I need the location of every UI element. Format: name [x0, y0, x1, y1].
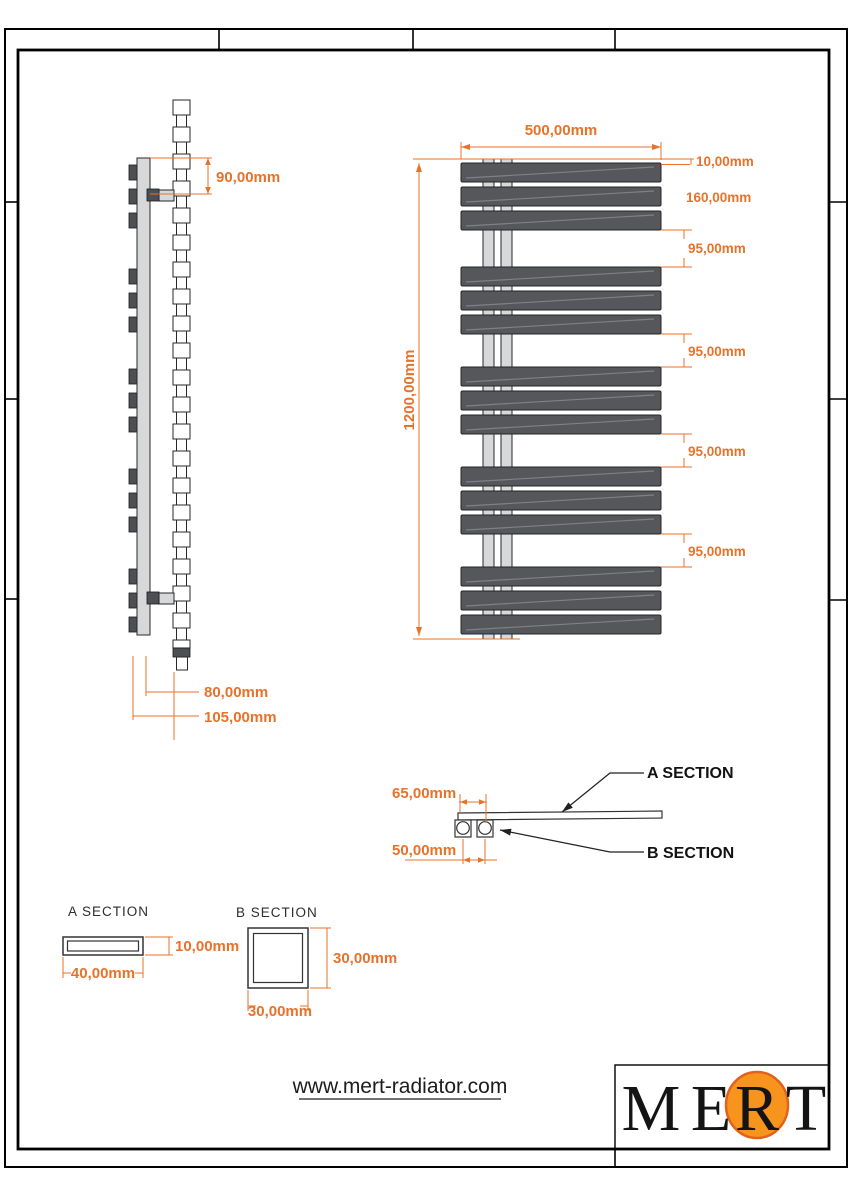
detail-b-inner — [254, 934, 303, 983]
dim-b-height — [310, 928, 397, 988]
side-collector-rail — [137, 158, 150, 635]
dim-a-width-label: 40,00mm — [70, 965, 136, 982]
detail-a — [63, 904, 239, 982]
dim-10-label: 10,00mm — [696, 154, 754, 169]
tube-joint — [177, 628, 187, 640]
wall-bracket-bottom — [147, 592, 174, 604]
section-tube-2 — [477, 820, 493, 837]
a-section-callout — [562, 765, 734, 812]
tube-joint — [177, 412, 187, 424]
tube-segment — [173, 127, 190, 142]
dim-160-label: 160,00mm — [686, 190, 752, 205]
dim-depths — [133, 656, 277, 740]
dim-80-label: 80,00mm — [204, 684, 269, 701]
tube-joint — [177, 169, 187, 181]
side-view — [129, 100, 280, 740]
tube-segment — [173, 640, 190, 648]
dim-65-label: 65,00mm — [392, 785, 457, 802]
tube-segment — [173, 397, 190, 412]
tube-joint — [177, 547, 187, 559]
a-section-callout-label: A SECTION — [647, 765, 734, 782]
dim-b-height-label: 30,00mm — [333, 950, 398, 967]
tube-segment — [173, 586, 190, 601]
tube-segment — [173, 316, 190, 331]
detail-a-title: A SECTION — [68, 904, 150, 919]
tube-segment — [173, 424, 190, 439]
dim-a-height-label: 10,00mm — [175, 938, 240, 955]
tube-joint — [177, 304, 187, 316]
tube-joint — [177, 385, 187, 397]
front-view — [401, 122, 754, 639]
tube-joint — [177, 493, 187, 505]
dim-95-label-1: 95,00mm — [688, 241, 746, 256]
tube-joint — [177, 574, 187, 586]
tube-segment — [173, 613, 190, 628]
tube-segment — [173, 505, 190, 520]
tube-joint — [177, 520, 187, 532]
tube-tail — [177, 657, 188, 670]
dim-105-label: 105,00mm — [204, 709, 277, 726]
tube-end-cap — [173, 648, 190, 657]
tube-segment — [173, 559, 190, 574]
section-tube-1 — [455, 820, 471, 837]
section-view — [392, 765, 734, 864]
b-section-callout — [500, 829, 734, 862]
section-plate — [458, 811, 662, 820]
tube-joint — [177, 115, 187, 127]
dim-50 — [392, 839, 497, 864]
tube-segment — [173, 100, 190, 115]
tube-joint — [177, 331, 187, 343]
logo-letter-m: M — [621, 1072, 681, 1145]
dim-b-width-label: 30,00mm — [247, 1003, 313, 1020]
dim-right-side — [661, 154, 754, 567]
tube-joint — [177, 223, 187, 235]
detail-a-inner — [68, 941, 139, 951]
side-vertical-tube — [173, 100, 190, 670]
tube-joint — [177, 196, 187, 208]
wall-bracket-top — [147, 189, 174, 201]
dim-95-label-4: 95,00mm — [688, 544, 746, 559]
dim-95-label-2: 95,00mm — [688, 344, 746, 359]
detail-b-title: B SECTION — [236, 905, 318, 920]
logo-letter-r: R — [734, 1072, 780, 1145]
tube-segment — [173, 289, 190, 304]
title-block — [615, 1065, 829, 1149]
tube-joint — [177, 439, 187, 451]
tube-joint — [177, 142, 187, 154]
tube-segment — [173, 451, 190, 466]
tube-joint — [177, 358, 187, 370]
tube-segment — [173, 343, 190, 358]
dim-b-width — [248, 990, 312, 1020]
tube-segment — [173, 370, 190, 385]
tube-joint — [177, 601, 187, 613]
dim-90-label: 90,00mm — [216, 169, 281, 186]
dim-90 — [150, 158, 280, 194]
tube-joint — [177, 277, 187, 289]
logo-letter-t: T — [785, 1072, 827, 1145]
footer — [292, 1065, 829, 1149]
tube-segment — [173, 235, 190, 250]
b-section-callout-label: B SECTION — [647, 845, 735, 862]
tube-joint — [177, 466, 187, 478]
dim-95-label-3: 95,00mm — [688, 444, 746, 459]
tube-segment — [173, 532, 190, 547]
logo-letter-e: E — [690, 1072, 732, 1145]
website-url: www.mert-radiator.com — [292, 1075, 508, 1098]
dim-a-width — [63, 957, 143, 982]
dim-500-label: 500,00mm — [524, 122, 598, 139]
dim-500 — [461, 122, 661, 160]
dim-a-height — [145, 937, 239, 955]
tube-segment — [173, 208, 190, 223]
tube-segment — [173, 478, 190, 493]
detail-b — [236, 905, 397, 1020]
dim-1200-label: 1200,00mm — [401, 349, 418, 431]
tube-segment — [173, 262, 190, 277]
tube-joint — [177, 250, 187, 262]
dim-50-label: 50,00mm — [392, 842, 457, 859]
mert-logo — [622, 1072, 827, 1145]
tube-segment — [173, 154, 190, 169]
